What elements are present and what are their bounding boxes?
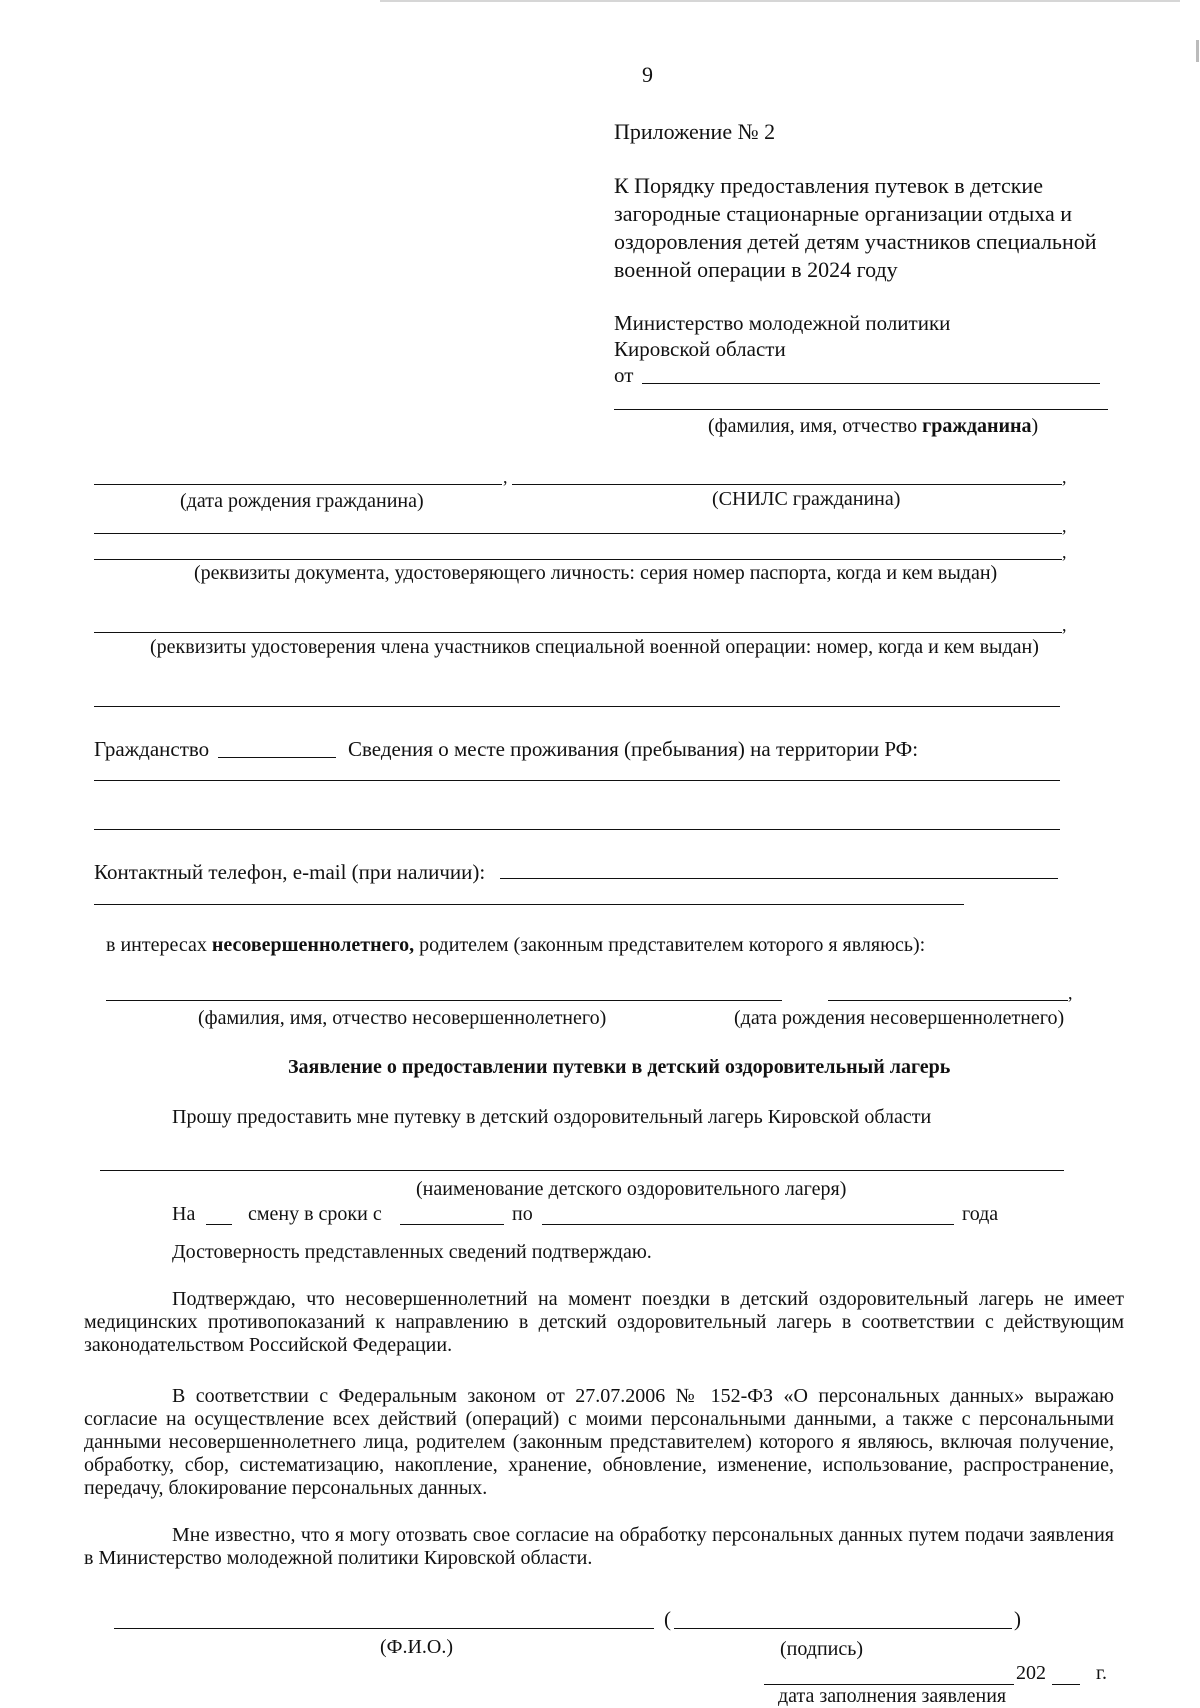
fio-caption [708,415,1038,438]
signature-fio-caption: (Ф.И.О.) [380,1636,454,1658]
contact-label: Контактный телефон, e-mail (при наличии): [94,860,486,884]
fill-date-caption: дата заполнения заявления [778,1685,1007,1707]
consent-paragraph: В соответствии с Федеральным законом от 27.07.2006 № 152-ФЗ «О персональных данных» выражаю согласие на осуществление всех действий (операций) с моими персональными данными, а также с персональными данными несовершеннолетнего лица, родителем (законным представителем) которого я являюсь, включая получение, обработку, сбор, систематизацию, накопление, хранение, обновление, изменение, использование, распространение, передачу, блокирование персональных данных. [84,1385,1114,1499]
application-title: Заявление о предоставлении путевки в детский оздоровительный лагерь [288,1056,951,1078]
comma: , [1062,467,1067,487]
svo-certificate-line[interactable] [94,632,1062,633]
page-number: 9 [642,62,653,87]
ministry-line-2: Кировской области [614,337,786,361]
contact-line-1[interactable] [500,878,1058,879]
signature-caption: (подпись) [780,1638,864,1660]
fio-caption-prefix: (фамилия, имя, отчество [708,415,923,437]
minor-fio-caption: (фамилия, имя, отчество несовершеннолетнего) [198,1007,607,1029]
confirm-reliability: Достоверность представленных сведений подтверждаю. [172,1241,652,1263]
confirm-health-paragraph: Подтверждаю, что несовершеннолетний на момент поездки в детский оздоровительный лагерь не имеет медицинских противопоказаний к направлению в детский оздоровительный лагерь в соответствии с действующим законодательством Российской Федерации. [84,1288,1124,1356]
citizenship-line[interactable] [218,757,336,758]
year-suffix-line[interactable] [1052,1684,1080,1685]
shift-to-line[interactable] [542,1224,954,1225]
residence-label: Сведения о месте проживания (пребывания) на территории РФ: [348,737,919,761]
signature-close-paren: ) [1014,1607,1021,1631]
interests-suffix: родителем (законным представителем которого я являюсь): [414,934,926,956]
comma: , [1062,615,1067,635]
svo-certificate-caption: (реквизиты удостоверения члена участников специальной военной операции: номер, когда и кем выдан) [150,636,1039,658]
order-line-3: оздоровления детей детям участников специальной [614,229,1097,254]
shift-number-line[interactable] [206,1224,232,1225]
comma: , [503,467,508,487]
scan-edge-mark-right [1196,40,1199,62]
signature-fio-line[interactable] [114,1628,654,1629]
from-label: от [614,363,634,387]
minor-fio-line[interactable] [106,1000,782,1001]
minor-birth-line[interactable] [828,1000,1068,1001]
signature-open-paren: ( [664,1607,671,1631]
year-suffix: г. [1096,1662,1107,1684]
contact-line-2[interactable] [94,904,964,905]
residence-line-2[interactable] [94,829,1060,830]
shift-on-label: На [172,1203,196,1225]
shift-to-label: по [512,1203,533,1225]
order-line-1: К Порядку предоставления путевок в детские [614,173,1043,198]
comma: , [1062,542,1067,562]
appendix-title: Приложение № 2 [614,119,776,144]
camp-name-line[interactable] [100,1170,1064,1171]
camp-caption: (наименование детского оздоровительного лагеря) [416,1178,847,1200]
year-prefix: 202 [1016,1662,1046,1684]
snils-line[interactable] [512,484,1062,485]
shift-year-label: года [962,1203,999,1225]
shift-from-line[interactable] [400,1224,504,1225]
from-name-line-2[interactable] [614,409,1108,410]
order-line-4: военной операции в 2024 году [614,257,898,282]
scan-edge-mark [380,0,1180,2]
birth-date-caption: (дата рождения гражданина) [180,490,424,512]
order-line-2: загородные стационарные организации отдыха и [614,201,1072,226]
ministry-line-1: Министерство молодежной политики [614,311,951,335]
interests-bold: несовершеннолетнего, [211,934,415,956]
residence-line-1[interactable] [94,780,1060,781]
signature-line[interactable] [674,1628,1012,1629]
passport-caption: (реквизиты документа, удостоверяющего личность: серия номер паспорта, когда и кем выдан) [194,562,998,584]
comma: , [1068,983,1073,1003]
passport-line-2[interactable] [94,559,1062,560]
interests-text [106,934,925,957]
fio-caption-suffix: ) [1031,415,1039,437]
revoke-paragraph: Мне известно, что я могу отозвать свое согласие на обработку персональных данных путем подачи заявления в Министерство молодежной политики Кировской области. [84,1524,1114,1569]
svo-extra-line[interactable] [94,706,1060,707]
snils-caption: (СНИЛС гражданина) [712,488,901,510]
shift-text: смену в сроки с [248,1203,382,1225]
passport-line-1[interactable] [94,533,1062,534]
minor-birth-caption: (дата рождения несовершеннолетнего) [734,1007,1065,1029]
from-name-line[interactable] [642,383,1100,384]
interests-prefix: в интересах [106,934,212,956]
fio-caption-bold: гражданина [922,415,1032,437]
citizenship-label: Гражданство [94,737,210,761]
comma: , [1062,516,1067,536]
birth-date-line[interactable] [94,484,502,485]
request-text: Прошу предоставить мне путевку в детский оздоровительный лагерь Кировской области [172,1106,932,1128]
